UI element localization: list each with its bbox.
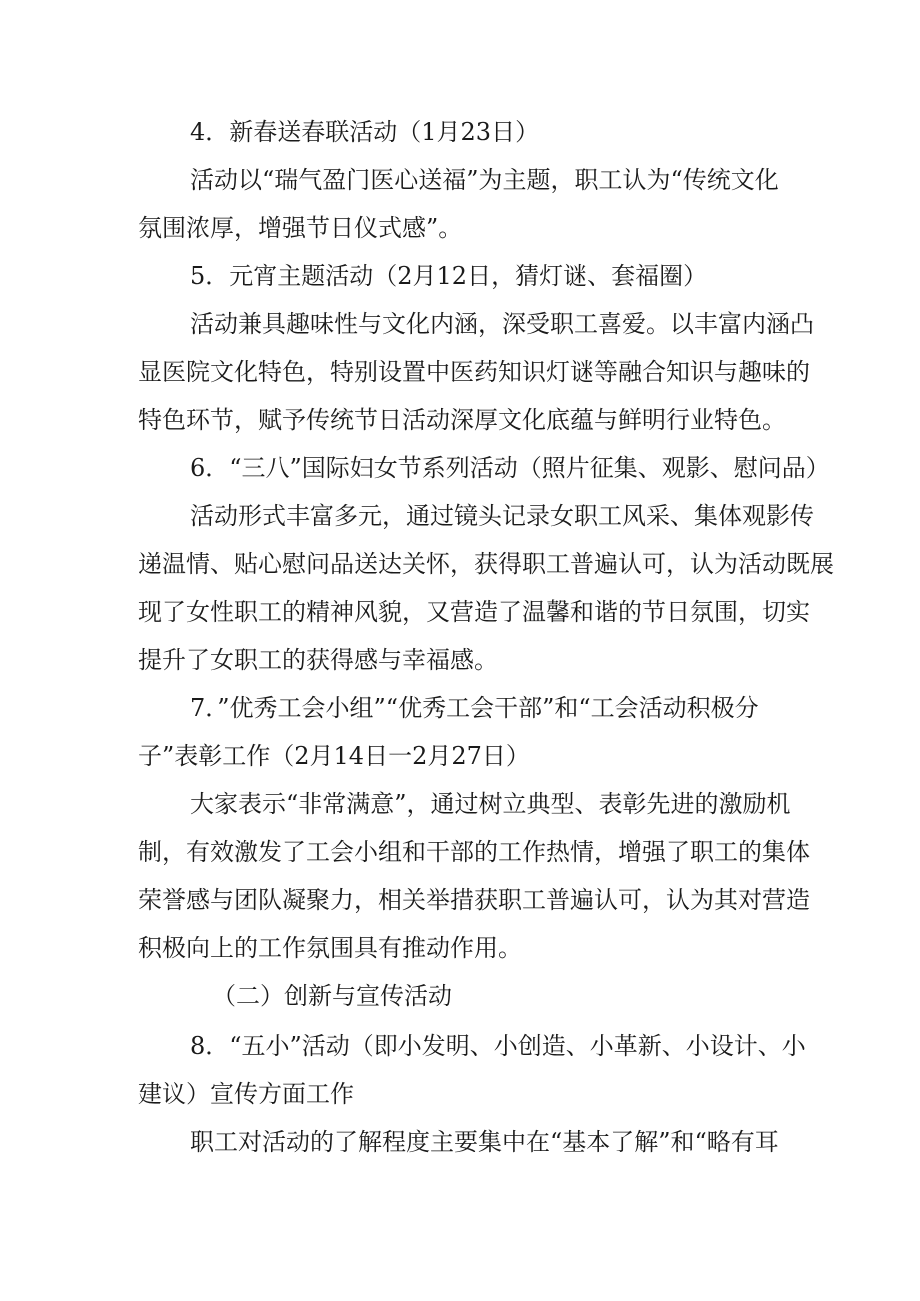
paragraph-item-7 [0,780,810,972]
text-line: 大家表示“非常满意”，通过树立典型、表彰先进的激励机 [190,790,791,818]
text-line: 积极向上的工作氛围具有推动作用。 [138,934,522,962]
heading-item-4 [0,108,539,156]
paragraph-item-5 [0,300,814,444]
text-line: 活动形式丰富多元，通过镜头记录女职工风采、集体观影传 [190,502,814,530]
text-line: 7．”优秀工会小组”“优秀工会干部”和“工会活动积极分 [190,694,759,722]
text-line: 氛围浓厚，增强节日仪式感”。 [138,214,463,242]
text-line: 荣誉感与团队凝聚力，相关举措获职工普遍认可，认为其对营造 [138,886,810,914]
text-line: 显医院文化特色，特别设置中医药知识灯谜等融合知识与趣味的 [138,358,810,386]
paragraph-item-6 [0,492,834,684]
text-line: 子”表彰工作（2月14日一2月27日） [138,742,530,770]
text-line: 现了女性职工的精神风貌，又营造了温馨和谐的节日氛围，切实 [138,598,810,626]
text-line: （二）创新与宣传活动 [212,982,452,1010]
text-line: 8．“五小”活动（即小发明、小创造、小革新、小设计、小 [190,1032,806,1060]
heading-item-5 [0,252,707,300]
text-line: 活动以“瑞气盈门医心送福”为主题，职工认为“传统文化 [190,166,779,194]
text-line: 4．新春送春联活动（1月23日） [190,118,540,146]
text-line: 特色环节，赋予传统节日活动深厚文化底蕴与鲜明行业特色。 [138,406,786,434]
text-line: 职工对活动的了解程度主要集中在“基本了解”和“略有耳 [190,1128,779,1156]
text-line: 5．元宵主题活动（2月12日，猜灯谜、套福圈） [190,262,708,290]
heading-item-8 [0,1022,806,1118]
text-line: 6．“三八”国际妇女节系列活动（照片征集、观影、慰问品） [190,454,830,482]
heading-item-7 [0,684,759,780]
paragraph-item-8 [0,1118,779,1166]
paragraph-item-4 [0,156,779,252]
text-line: 活动兼具趣味性与文化内涵，深受职工喜爱。以丰富内涵凸 [190,310,814,338]
text-line: 提升了女职工的获得感与幸福感。 [138,646,498,674]
text-line: 制，有效激发了工会小组和干部的工作热情，增强了职工的集体 [138,838,810,866]
text-line: 建议）宣传方面工作 [138,1080,354,1108]
section-heading-2 [0,972,452,1020]
heading-item-6 [0,444,830,492]
text-line: 递温情、贴心慰问品送达关怀，获得职工普遍认可，认为活动既展 [138,550,834,578]
